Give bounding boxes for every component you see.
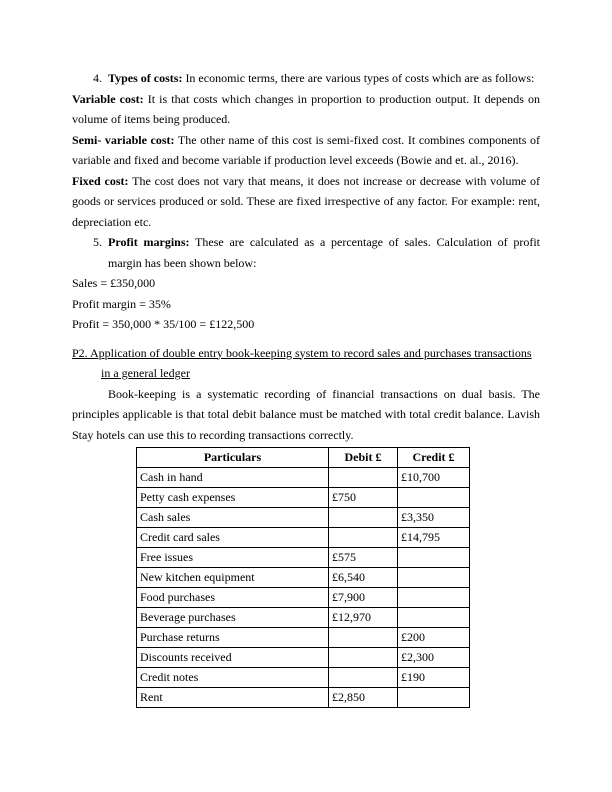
cell-particulars: Discounts received — [137, 648, 329, 668]
semi-variable-cost-text: The other name of this cost is semi-fixed cost. It combines components of variable and fixed and become variable if production level exceeds (Bowie and et. al., 2016). — [72, 132, 541, 167]
table-row — [137, 508, 470, 528]
cell-debit: £575 — [329, 548, 398, 568]
section-heading-p2 — [72, 343, 540, 384]
list-number: 5. — [93, 235, 102, 249]
cell-credit: £2,300 — [398, 648, 470, 668]
cell-credit: £200 — [398, 628, 470, 648]
cell-credit: £10,700 — [398, 468, 470, 488]
table-row — [137, 488, 470, 508]
bookkeeping-paragraph: Book-keeping is a systematic recording of financial transactions on dual basis. The principles applicable is that total debit balance must be matched with total credit balance. Lavish Stay hotels can use this to recording transactions correctly. — [72, 386, 540, 442]
cell-particulars: Credit card sales — [137, 528, 329, 548]
variable-cost-label: Variable cost: — [72, 91, 144, 106]
header-credit: Credit £ — [398, 448, 470, 468]
semi-variable-cost-label: Semi- variable cost: — [72, 132, 175, 147]
variable-cost-text: It is that costs which changes in proportion to production output. It depends on volume of items being produced. — [72, 91, 540, 126]
table-row — [137, 548, 470, 568]
header-debit: Debit £ — [329, 448, 398, 468]
cell-particulars: Credit notes — [137, 668, 329, 688]
types-of-costs-text: In economic terms, there are various types of costs which are as follows: — [182, 71, 535, 85]
cell-debit: £750 — [329, 488, 398, 508]
cell-debit: £2,850 — [329, 688, 398, 708]
table-row — [137, 668, 470, 688]
calc-profit: Profit = 350,000 * 35/100 = £122,500 — [72, 317, 255, 331]
cell-particulars: Cash sales — [137, 508, 329, 528]
semi-variable-cost-paragraph — [72, 130, 540, 171]
cell-debit: £12,970 — [329, 608, 398, 628]
cell-credit — [398, 488, 470, 508]
cell-credit — [398, 548, 470, 568]
cell-debit — [329, 648, 398, 668]
calc-sales: Sales = £350,000 — [72, 276, 156, 290]
profit-margins-label: Profit margins: — [108, 235, 190, 249]
cell-particulars: Beverage purchases — [137, 608, 329, 628]
table-row — [137, 528, 470, 548]
cell-debit — [329, 668, 398, 688]
types-of-costs-label: Types of costs: — [108, 71, 183, 85]
profit-margins-text: These are calculated as a percentage of sales. Calculation of profit margin has been shown below: — [108, 235, 541, 270]
cell-credit: £14,795 — [398, 528, 470, 548]
calc-margin: Profit margin = 35% — [72, 296, 171, 311]
cell-credit — [398, 608, 470, 628]
cell-particulars: Cash in hand — [137, 468, 329, 488]
cell-debit: £7,900 — [329, 588, 398, 608]
cell-debit: £6,540 — [329, 568, 398, 588]
table-row — [137, 468, 470, 488]
list-item-profit-margins — [72, 232, 540, 273]
cell-particulars: Rent — [137, 688, 329, 708]
cell-debit — [329, 468, 398, 488]
cell-debit — [329, 628, 398, 648]
table-row — [137, 568, 470, 588]
cell-particulars: New kitchen equipment — [137, 568, 329, 588]
header-particulars: Particulars — [137, 448, 329, 468]
fixed-cost-text: The cost does not vary that means, it does not increase or decrease with volume of goods or services produced or sold. These are fixed irrespective of any factor. For example: rent, depreciation etc. — [72, 173, 540, 229]
table-row — [137, 688, 470, 708]
cell-credit — [398, 588, 470, 608]
table-header-row — [137, 448, 470, 468]
fixed-cost-paragraph — [72, 171, 540, 233]
cell-credit: £3,350 — [398, 508, 470, 528]
variable-cost-paragraph — [72, 89, 540, 130]
cell-debit — [329, 508, 398, 528]
cell-credit: £190 — [398, 668, 470, 688]
cell-particulars: Petty cash expenses — [137, 488, 329, 508]
list-item-types-of-costs — [72, 68, 540, 89]
cell-particulars: Purchase returns — [137, 628, 329, 648]
table-row — [137, 608, 470, 628]
cell-credit — [398, 568, 470, 588]
heading-line-1: P2. Application of double entry book-keeping system to record sales and purchases transactions — [72, 345, 532, 360]
heading-line-2: in a general ledger — [101, 366, 190, 380]
table-row — [137, 588, 470, 608]
cell-particulars: Food purchases — [137, 588, 329, 608]
cell-debit — [329, 528, 398, 548]
fixed-cost-label: Fixed cost: — [72, 173, 129, 188]
table-row — [137, 648, 470, 668]
cell-credit — [398, 688, 470, 708]
list-number: 4. — [93, 71, 102, 85]
ledger-table — [136, 447, 470, 708]
table-row — [137, 628, 470, 648]
page-content — [72, 68, 540, 708]
cell-particulars: Free issues — [137, 548, 329, 568]
